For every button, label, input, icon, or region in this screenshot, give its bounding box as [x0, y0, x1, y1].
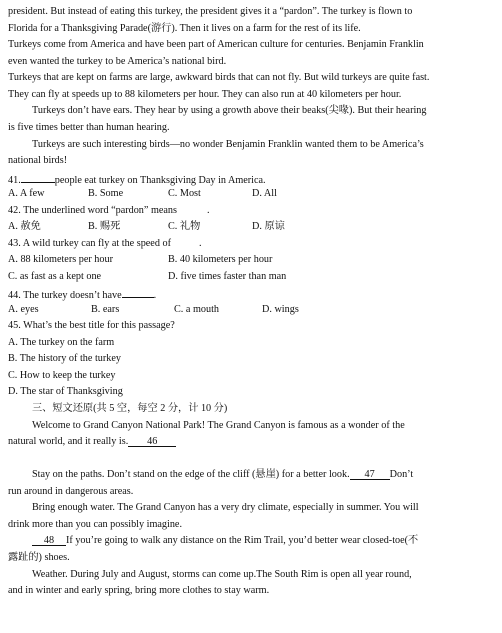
answer-blank-48[interactable]: 48 [32, 533, 66, 546]
q43-option-d[interactable]: D. five times faster than man [168, 271, 287, 282]
passage-line-10: national birds! [8, 155, 68, 166]
question-45: 45. What’s the best title for this passage? [8, 320, 175, 331]
question-42-text: 42. The underlined word “pardon” means [8, 205, 177, 216]
s3-paragraph-4-line-2: 露趾的) shoes. [8, 552, 70, 563]
question-42-period: . [206, 205, 210, 216]
question-43-text: 43. A wild turkey can fly at the speed of [8, 238, 171, 249]
question-41 [8, 170, 266, 189]
q41-option-d[interactable]: D. All [252, 188, 277, 199]
q45-option-a[interactable]: A. The turkey on the farm [8, 337, 115, 348]
s3-paragraph-1-line-2 [8, 434, 176, 450]
question-44-period: . [153, 290, 157, 301]
q45-option-c[interactable]: C. How to keep the turkey [8, 370, 116, 381]
s3-paragraph-5-line-2: and in winter and early spring, bring more clothes to stay warm. [8, 585, 270, 596]
s3-paragraph-2-line-1 [32, 467, 413, 483]
q43-option-c[interactable]: C. as fast as a kept one [8, 271, 102, 282]
s3-paragraph-5-line-1: Weather. During July and August, storms can come up.The South Rim is open all year round, [32, 569, 412, 580]
q43-option-a[interactable]: A. 88 kilometers per hour [8, 254, 113, 265]
answer-blank-41[interactable] [21, 170, 55, 183]
s3-paragraph-3-line-2: drink more than you can possibly imagine. [8, 519, 183, 530]
answer-blank-46[interactable]: 46 [128, 434, 176, 447]
section-3-heading: 三、短文还原(共 5 空，每空 2 分，计 10 分) [32, 403, 228, 414]
s3-paragraph-4-line-1 [32, 533, 418, 549]
q44-option-c[interactable]: C. a mouth [174, 304, 219, 315]
q44-option-d[interactable]: D. wings [262, 304, 299, 315]
s3-paragraph-3-line-1: Bring enough water. The Grand Canyon has a very dry climate, especially in summer. You will [32, 502, 419, 513]
q45-option-d[interactable]: D. The star of Thanksgiving [8, 386, 123, 397]
s3-paragraph-4-text: If you’re going to walk any distance on the Rim Trail, you’d better wear closed-toe(不 [66, 535, 419, 546]
q43-option-b[interactable]: B. 40 kilometers per hour [168, 254, 273, 265]
q41-option-c[interactable]: C. Most [168, 188, 201, 199]
q41-option-b[interactable]: B. Some [88, 188, 124, 199]
passage-line-9: Turkeys are such interesting birds—no wonder Benjamin Franklin wanted them to be America’s [32, 139, 424, 150]
question-43-period: . [198, 238, 202, 249]
s3-paragraph-1-line-1: Welcome to Grand Canyon National Park! The Grand Canyon is famous as a wonder of the [32, 420, 405, 431]
s3-paragraph-2-text: Stay on the paths. Don’t stand on the edge of the cliff (悬崖) for a better look. [32, 469, 350, 480]
passage-line-2: Florida for a Thanksgiving Parade(游行). Then it lives on a farm for the rest of its life. [8, 23, 361, 34]
q42-option-b[interactable]: B. 赐死 [88, 221, 121, 232]
passage-line-8: is five times better than human hearing. [8, 122, 170, 133]
passage-line-6: They can fly at speeds up to 88 kilometers per hour. They can also run at 40 kilometers per hour. [8, 89, 402, 100]
q45-option-b[interactable]: B. The history of the turkey [8, 353, 121, 364]
q42-option-c[interactable]: C. 礼物 [168, 221, 201, 232]
answer-blank-47[interactable]: 47 [350, 467, 390, 480]
q42-option-a[interactable]: A. 赦免 [8, 221, 41, 232]
passage-line-3: Turkeys come from America and have been part of American culture for centuries. Benjamin Franklin [8, 39, 424, 50]
question-43 [8, 236, 202, 252]
s3-paragraph-1-text: natural world, and it really is. [8, 436, 129, 447]
question-42 [8, 203, 210, 219]
q44-option-a[interactable]: A. eyes [8, 304, 39, 315]
question-41-text: people eat turkey on Thanksgiving Day in America. [54, 175, 266, 186]
passage-line-1: president. But instead of eating this turkey, the president gives it a “pardon”. The turkey is flown to [8, 6, 413, 17]
s3-paragraph-2-tail: Don’t [389, 469, 414, 480]
passage-line-5: Turkeys that are kept on farms are large, awkward birds that can not fly. But wild turkeys are quite fast. [8, 72, 430, 83]
s3-paragraph-2-line-2: run around in dangerous areas. [8, 486, 134, 497]
answer-blank-44[interactable] [122, 285, 154, 298]
q44-option-b[interactable]: B. ears [91, 304, 120, 315]
question-44-text: 44. The turkey doesn’t have [8, 290, 122, 301]
q41-option-a[interactable]: A. A few [8, 188, 45, 199]
question-41-number: 41. [8, 175, 21, 186]
q42-option-d[interactable]: D. 原谅 [252, 221, 285, 232]
passage-line-7: Turkeys don’t have ears. They hear by using a growth above their beaks(尖喙). But their hearing [32, 105, 427, 116]
passage-line-4: even wanted the turkey to be America’s national bird. [8, 56, 227, 67]
